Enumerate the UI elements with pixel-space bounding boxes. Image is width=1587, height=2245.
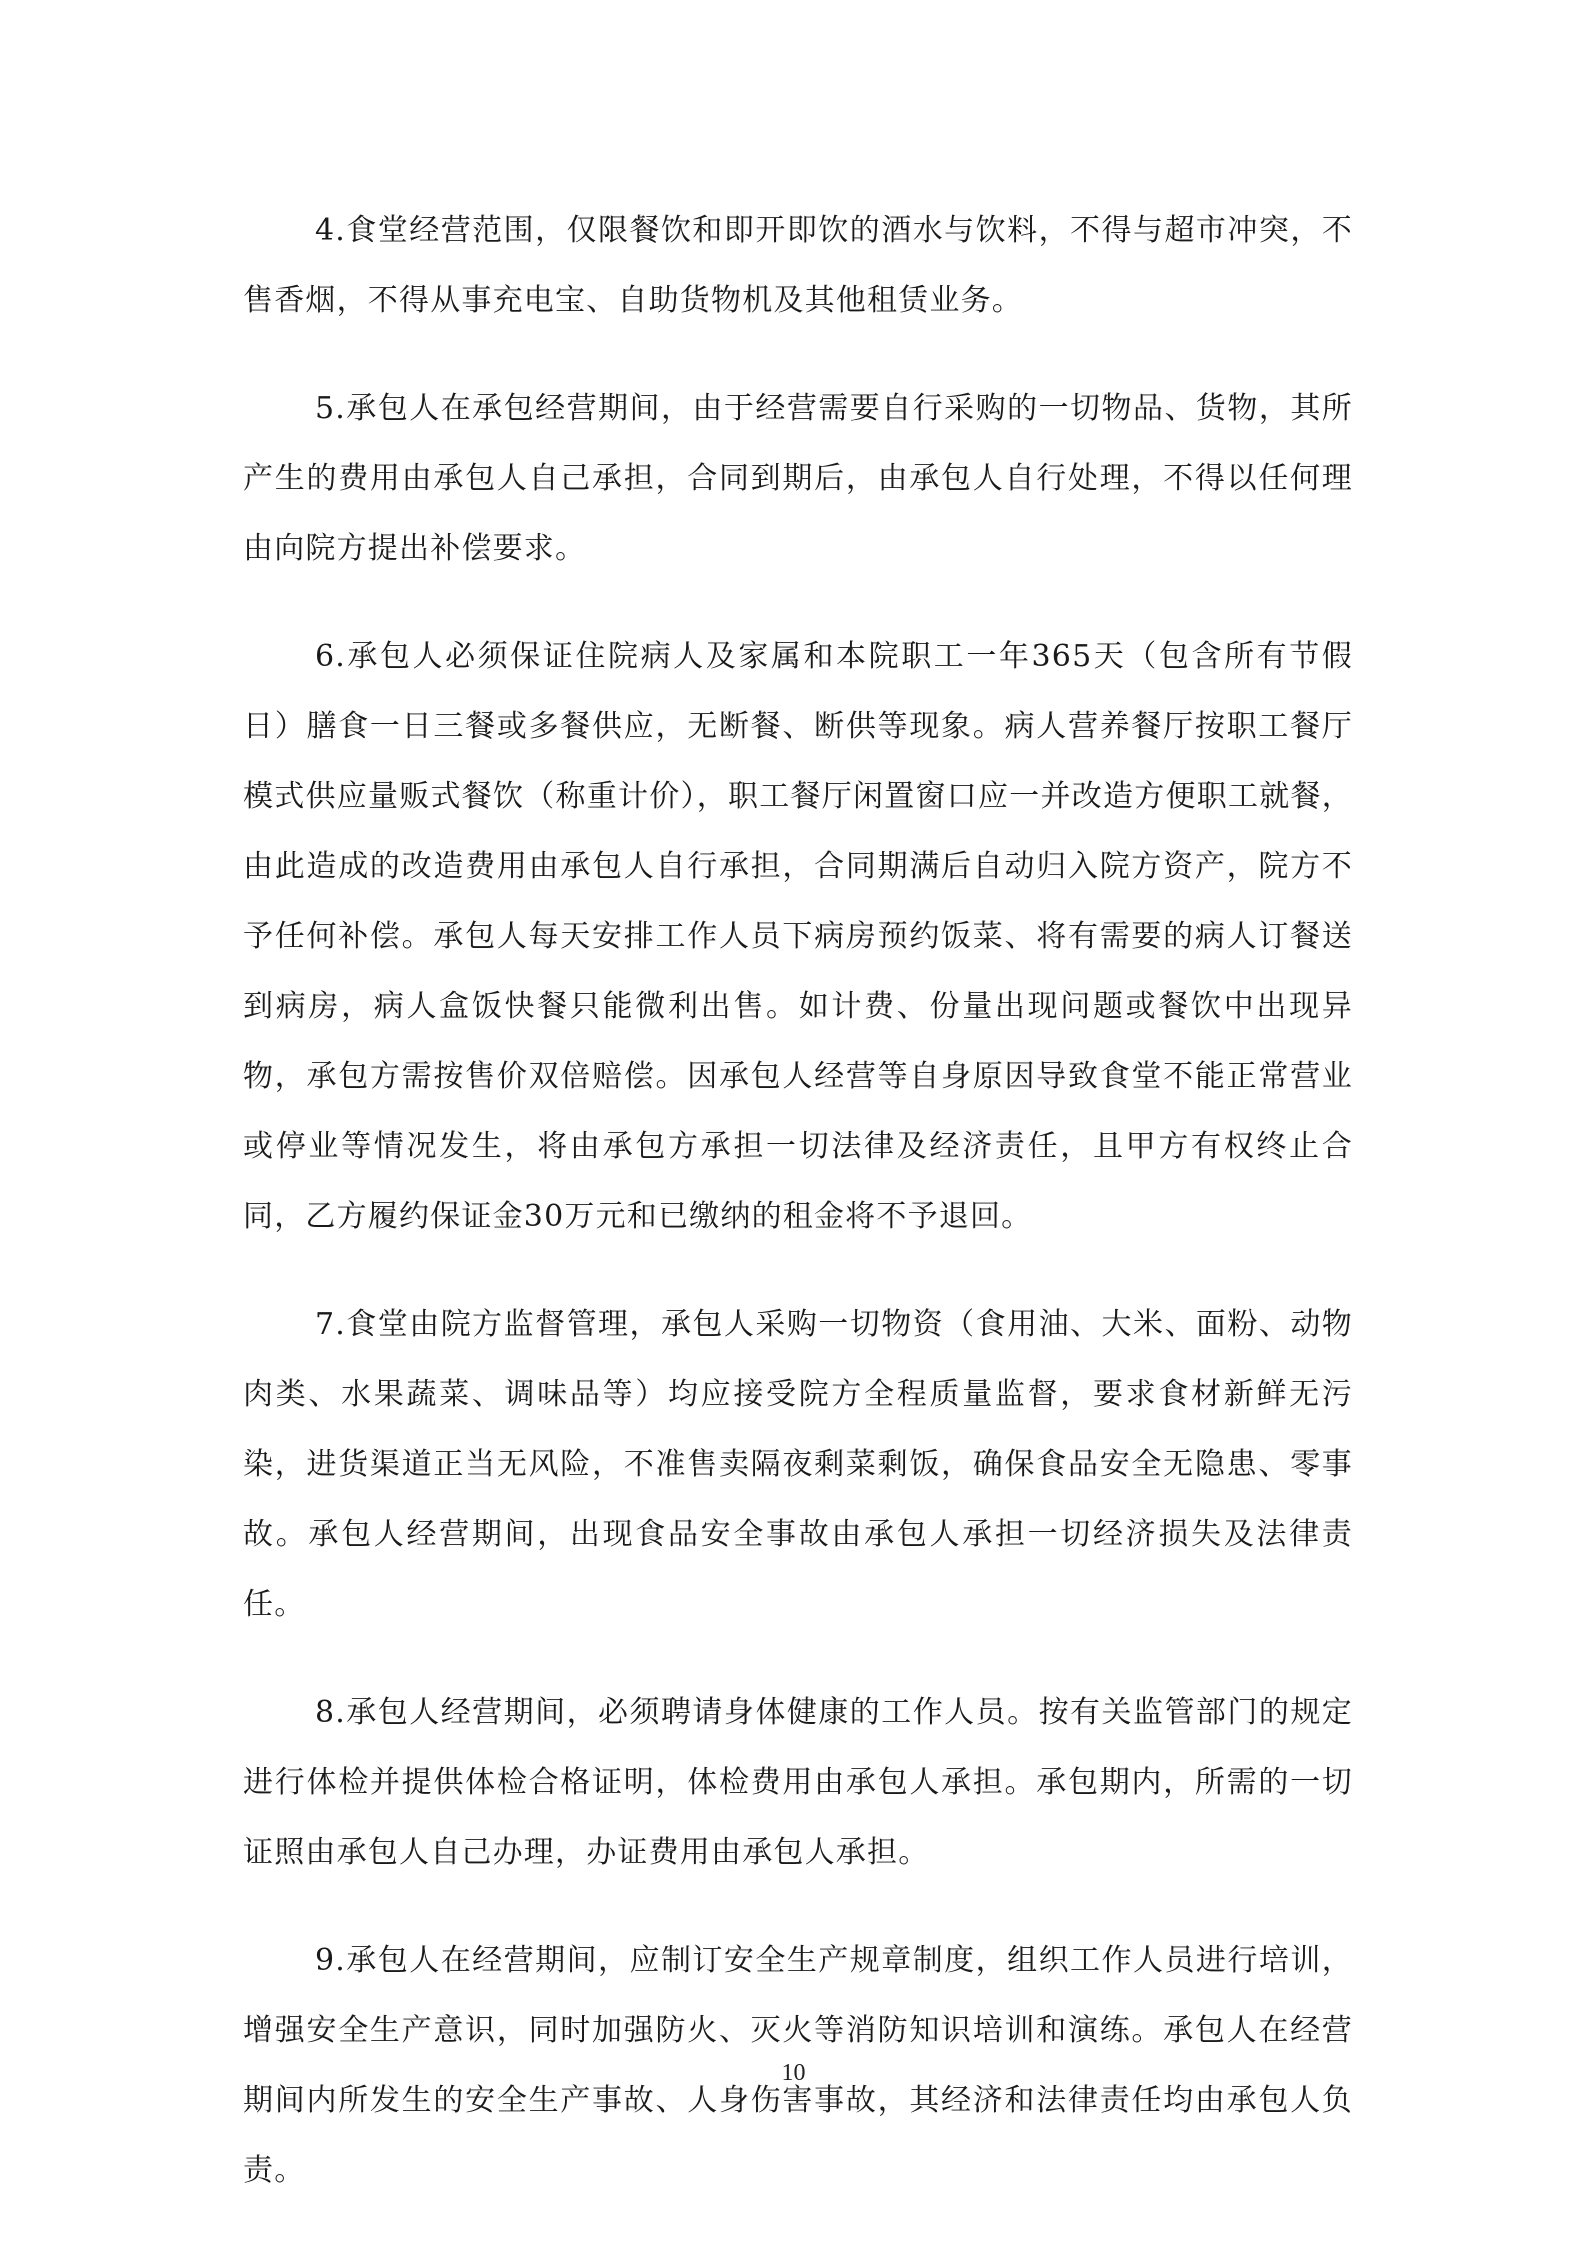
page-number: 10 (781, 2060, 806, 2086)
paragraph-item-5: 5.承包人在承包经营期间，由于经营需要自行采购的一切物品、货物，其所产生的费用由承包人自己承担，合同到期后，由承包人自行处理，不得以任何理由向院方提出补偿要求。 (243, 391, 1353, 566)
paragraph-item-4: 4.食堂经营范围，仅限餐饮和即开即饮的酒水与饮料，不得与超市冲突，不售香烟，不得从事充电宝、自助货物机及其他租赁业务。 (243, 213, 1353, 318)
paragraph-item-8: 8.承包人经营期间，必须聘请身体健康的工作人员。按有关监管部门的规定进行体检并提供体检合格证明，体检费用由承包人承担。承包期内，所需的一切证照由承包人自己办理，办证费用由承包人承担。 (243, 1695, 1353, 1870)
paragraph-item-7: 7.食堂由院方监督管理，承包人采购一切物资（食用油、大米、面粉、动物肉类、水果蔬菜、调味品等）均应接受院方全程质量监督，要求食材新鲜无污染，进货渠道正当无风险，不准售卖隔夜剩菜剩饭，确保食品安全无隐患、零事故。承包人经营期间，出现食品安全事故由承包人承担一切经济损失及法律责任。 (243, 1307, 1353, 1622)
paragraph-item-9: 9.承包人在经营期间，应制订安全生产规章制度，组织工作人员进行培训，增强安全生产意识，同时加强防火、灭火等消防知识培训和演练。承包人在经营期间内所发生的安全生产事故、人身伤害事故，其经济和法律责任均由承包人负责。 (243, 1943, 1353, 2188)
paragraph-item-6: 6.承包人必须保证住院病人及家属和本院职工一年365天（包含所有节假日）膳食一日三餐或多餐供应，无断餐、断供等现象。病人营养餐厅按职工餐厅模式供应量贩式餐饮（称重计价），职工餐厅闲置窗口应一并改造方便职工就餐，由此造成的改造费用由承包人自行承担，合同期满后自动归入院方资产，院方不予任何补偿。承包人每天安排工作人员下病房预约饭菜、将有需要的病人订餐送到病房，病人盒饭快餐只能微利出售。如计费、份量出现问题或餐饮中出现异物，承包方需按售价双倍赔偿。因承包人经营等自身原因导致食堂不能正常营业或停业等情况发生，将由承包方承担一切法律及经济责任，且甲方有权终止合同，乙方履约保证金30万元和已缴纳的租金将不予退回。 (243, 639, 1353, 1234)
document-body (243, 196, 1353, 2244)
